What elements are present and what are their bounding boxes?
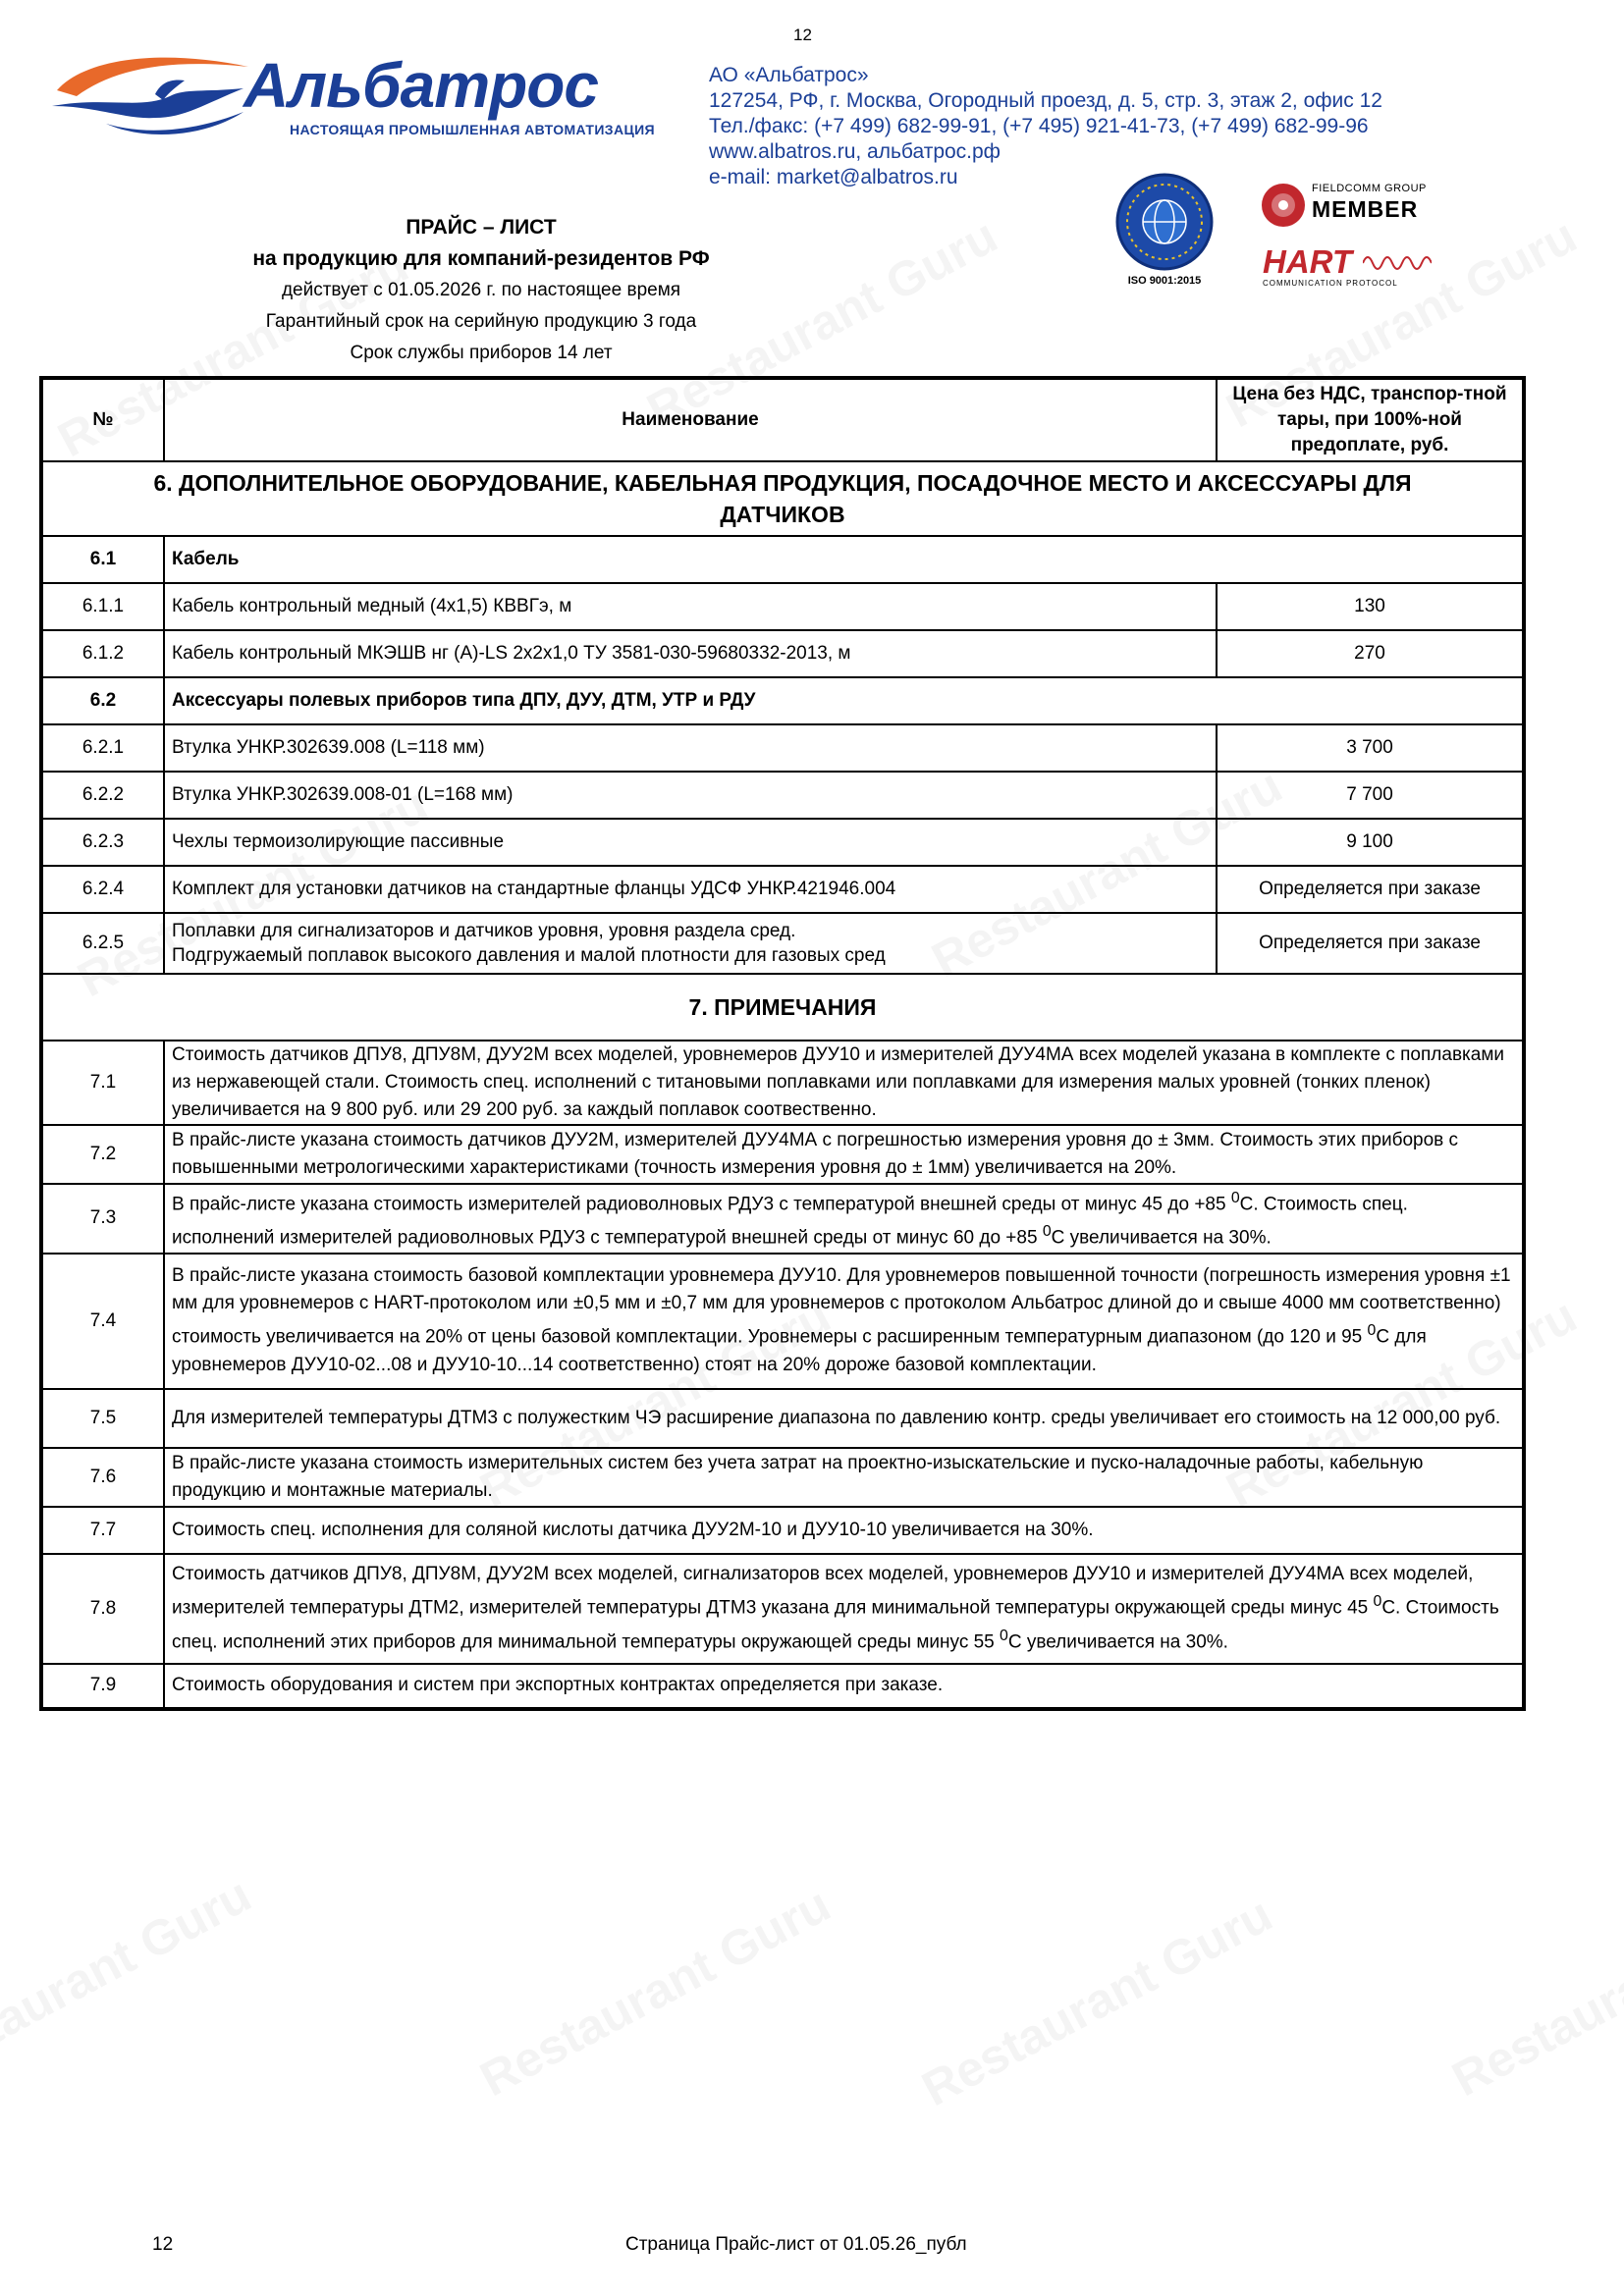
row-num: 6.2.2	[41, 772, 164, 819]
row-price: Определяется при заказе	[1217, 866, 1524, 913]
note-part: В прайс-листе указана стоимость измерителей радиоволновых РДУ3 с температурой внешней среды от минус 45 до +85	[172, 1194, 1231, 1215]
row-name: Втулка УНКР.302639.008 (L=118 мм)	[164, 724, 1217, 772]
note-num: 7.1	[41, 1041, 164, 1125]
note-text: Стоимость датчиков ДПУ8, ДПУ8М, ДУУ2М всех моделей, уровнемеров ДУУ10 и измерителей ДУУ4МА всех моделей указана в комплекте с поплавками из нержавеющей стали. Стоимость спец. исполнений с титановыми поплавками или поплавками для измерения малых уровней (тонких пленок) увеличивается на 9 800 руб. или 29 200 руб. за каждый поплавок соотвественно.	[164, 1041, 1524, 1125]
page-top-number: 12	[793, 26, 812, 44]
watermark	[0, 1866, 260, 2098]
row-num: 6.1.2	[41, 630, 164, 677]
row-num: 6.1.1	[41, 583, 164, 630]
note-row	[41, 1507, 1524, 1554]
footer-caption: Страница Прайс-лист от 01.05.26_публ	[625, 2234, 967, 2255]
watermark	[470, 1876, 839, 2108]
note-part: С для уровнемеров ДУУ10-02...08 и ДУУ10-10...14 соответственно) стоят на 20% дороже базовой комплектации.	[172, 1326, 1427, 1375]
albatros-bird-icon	[47, 49, 253, 137]
note-part: Стоимость датчиков ДПУ8, ДПУ8М, ДУУ2М всех моделей, сигнализаторов всех моделей, уровнемеров ДУУ10 и измерителей ДУУ4МА всех моделей, измерителей температуры ДТМ2, измерителей температуры ДТМ3 указана для минимальной температуры окружающей среды минус 45	[172, 1564, 1474, 1619]
group-num: 6.1	[41, 536, 164, 583]
table-row	[41, 630, 1524, 677]
note-part: В прайс-листе указана стоимость базовой комплектации уровнемера ДУУ10. Для уровнемеров повышенной точности (погрешность измерения уровня ±1 мм для уровнемеров с HART-протоколом или ±0,5 мм и ±0,7 мм для уровнемеров с протоколом Альбатрос длиной до и свыше 4000 мм соответственно) стоимость увеличивается на 20% от цены базовой комплектации. Уровнемеры с расширенным температурным диапазоном (до 120 и 95	[172, 1265, 1511, 1348]
note-num: 7.4	[41, 1254, 164, 1389]
table-row	[41, 724, 1524, 772]
row-price: 7 700	[1217, 772, 1524, 819]
fieldcomm-badge	[1259, 179, 1435, 234]
note-text	[164, 1184, 1524, 1254]
note-row	[41, 1448, 1524, 1507]
note-text: Стоимость спец. исполнения для соляной кислоты датчика ДУУ2М-10 и ДУУ10-10 увеличивается на 30%.	[164, 1507, 1524, 1554]
row-name: Комплект для установки датчиков на стандартные фланцы УДСФ УНКР.421946.004	[164, 866, 1217, 913]
hart-text: HART	[1263, 243, 1353, 280]
note-num: 7.8	[41, 1554, 164, 1664]
row-num: 6.2.4	[41, 866, 164, 913]
row-price: Определяется при заказе	[1217, 913, 1524, 974]
header-price: Цена без НДС, транспор-тной тары, при 100%-ной предоплате, руб.	[1217, 378, 1524, 461]
row-num: 6.2.1	[41, 724, 164, 772]
row-name: Кабель контрольный МКЭШВ нг (А)-LS 2х2х1,0 ТУ 3581-030-59680332-2013, м	[164, 630, 1217, 677]
company-email: e-mail: market@albatros.ru	[709, 166, 958, 188]
title-line-5: Срок службы приборов 14 лет	[350, 343, 613, 363]
degree-sup: 0	[1367, 1322, 1377, 1340]
note-text: В прайс-листе указана стоимость измерительных систем без учета затрат на проектно-изыскательские и пуско-наладочные работы, кабельную продукцию и монтажные материалы.	[164, 1448, 1524, 1507]
note-num: 7.2	[41, 1125, 164, 1184]
company-name: АО «Альбатрос»	[709, 64, 869, 86]
note-num: 7.5	[41, 1389, 164, 1448]
note-part: С. Стоимость спец. исполнений измерителей радиоволновых РДУ3 с температурой внешней среды от минус 60 до +85	[172, 1194, 1408, 1249]
section-6-title: 6. ДОПОЛНИТЕЛЬНОЕ ОБОРУДОВАНИЕ, КАБЕЛЬНАЯ ПРОДУКЦИЯ, ПОСАДОЧНОЕ МЕСТО И АКСЕССУАРЫ ДЛЯ ДАТЧИКОВ	[41, 461, 1524, 536]
degree-sup: 0	[1000, 1627, 1008, 1644]
row-price: 130	[1217, 583, 1524, 630]
row-price: 270	[1217, 630, 1524, 677]
degree-sup: 0	[1042, 1223, 1052, 1241]
note-text	[164, 1554, 1524, 1664]
watermark	[1442, 1876, 1624, 2108]
iso-label: ISO 9001:2015	[1127, 275, 1202, 287]
group-name: Кабель	[164, 536, 1524, 583]
title-line-1: ПРАЙС – ЛИСТ	[406, 216, 557, 239]
logo-tagline: НАСТОЯЩАЯ ПРОМЫШЛЕННАЯ АВТОМАТИЗАЦИЯ	[290, 122, 656, 137]
fieldcomm-main-text: MEMBER	[1312, 196, 1419, 222]
note-part: С увеличивается на 30%.	[1051, 1227, 1272, 1249]
row-name	[164, 913, 1217, 974]
row-num: 6.2.5	[41, 913, 164, 974]
logo-brand: Альбатрос	[244, 50, 598, 121]
note-row	[41, 1664, 1524, 1709]
row-name: Втулка УНКР.302639.008-01 (L=168 мм)	[164, 772, 1217, 819]
company-address: 127254, РФ, г. Москва, Огородный проезд, д. 5, стр. 3, этаж 2, офис 12	[709, 89, 1382, 112]
note-num: 7.9	[41, 1664, 164, 1709]
fieldcomm-logo-icon	[1259, 181, 1308, 230]
table-row	[41, 772, 1524, 819]
note-row	[41, 1389, 1524, 1448]
contact-block	[709, 63, 1382, 190]
degree-sup: 0	[1373, 1593, 1382, 1611]
note-text: В прайс-листе указана стоимость датчиков ДУУ2М, измерителей ДУУ4МА с погрешностью измерения уровня до ± 3мм. Стоимость этих приборов с повышенными метрологическими характеристиками (точность измерения уровня до ± 1мм) увеличивается на 20%.	[164, 1125, 1524, 1184]
note-num: 7.6	[41, 1448, 164, 1507]
company-logo	[47, 43, 685, 149]
watermark	[912, 1886, 1281, 2117]
row-price: 3 700	[1217, 724, 1524, 772]
iso-badge	[1110, 173, 1219, 293]
row-name: Чехлы термоизолирующие пассивные	[164, 819, 1217, 866]
table-row	[41, 913, 1524, 974]
footer-page-number: 12	[152, 2234, 174, 2255]
hart-wave-icon	[1363, 249, 1432, 277]
fieldcomm-top-text: FIELDCOMM GROUP	[1312, 183, 1427, 194]
note-row	[41, 1554, 1524, 1664]
note-text	[164, 1254, 1524, 1389]
note-part: С увеличивается на 30%.	[1007, 1630, 1228, 1652]
note-row	[41, 1184, 1524, 1254]
note-part: С. Стоимость спец. исполнений этих приборов для минимальной температуры окружающей среды минус 55	[172, 1597, 1499, 1652]
title-line-2: на продукцию для компаний-резидентов РФ	[252, 247, 710, 270]
note-row	[41, 1125, 1524, 1184]
title-line-4: Гарантийный срок на серийную продукцию 3 года	[265, 311, 697, 332]
section-7-title: 7. ПРИМЕЧАНИЯ	[41, 974, 1524, 1041]
note-row	[41, 1254, 1524, 1389]
section-6-row	[41, 461, 1524, 536]
price-list-title	[39, 212, 923, 369]
row-name-line-1: Поплавки для сигнализаторов и датчиков уровня, уровня раздела сред.	[172, 921, 796, 941]
row-name: Кабель контрольный медный (4х1,5) КВВГэ, м	[164, 583, 1217, 630]
group-row	[41, 536, 1524, 583]
iso-globe-icon	[1110, 173, 1219, 275]
group-name: Аксессуары полевых приборов типа ДПУ, ДУУ, ДТМ, УТР и РДУ	[164, 677, 1524, 724]
header-name: Наименование	[164, 378, 1217, 461]
hart-badge	[1261, 243, 1437, 291]
note-text: Для измерителей температуры ДТМ3 с полужестким ЧЭ расширение диапазона по давлению контр. среды увеличивает его стоимость на 12 000,00 руб.	[164, 1389, 1524, 1448]
group-row	[41, 677, 1524, 724]
table-header-row	[41, 378, 1524, 461]
company-web: www.albatros.ru, альбатрос.рф	[709, 140, 1001, 163]
title-line-3: действует с 01.05.2026 г. по настоящее время	[281, 280, 681, 300]
table-row	[41, 583, 1524, 630]
degree-sup: 0	[1230, 1190, 1240, 1206]
row-price: 9 100	[1217, 819, 1524, 866]
table-row	[41, 819, 1524, 866]
note-row	[41, 1041, 1524, 1125]
row-name-line-2: Подгружаемый поплавок высокого давления и малой плотности для газовых сред	[172, 945, 886, 966]
note-text: Стоимость оборудования и систем при экспортных контрактах определяется при заказе.	[164, 1664, 1524, 1709]
group-num: 6.2	[41, 677, 164, 724]
row-num: 6.2.3	[41, 819, 164, 866]
note-num: 7.7	[41, 1507, 164, 1554]
header-num: №	[41, 378, 164, 461]
price-table	[39, 376, 1526, 1711]
note-num: 7.3	[41, 1184, 164, 1254]
hart-subtext: COMMUNICATION PROTOCOL	[1263, 279, 1398, 288]
table-row	[41, 866, 1524, 913]
section-7-row	[41, 974, 1524, 1041]
company-phones: Тел./факс: (+7 499) 682-99-91, (+7 495) 921-41-73, (+7 499) 682-99-96	[709, 115, 1369, 137]
